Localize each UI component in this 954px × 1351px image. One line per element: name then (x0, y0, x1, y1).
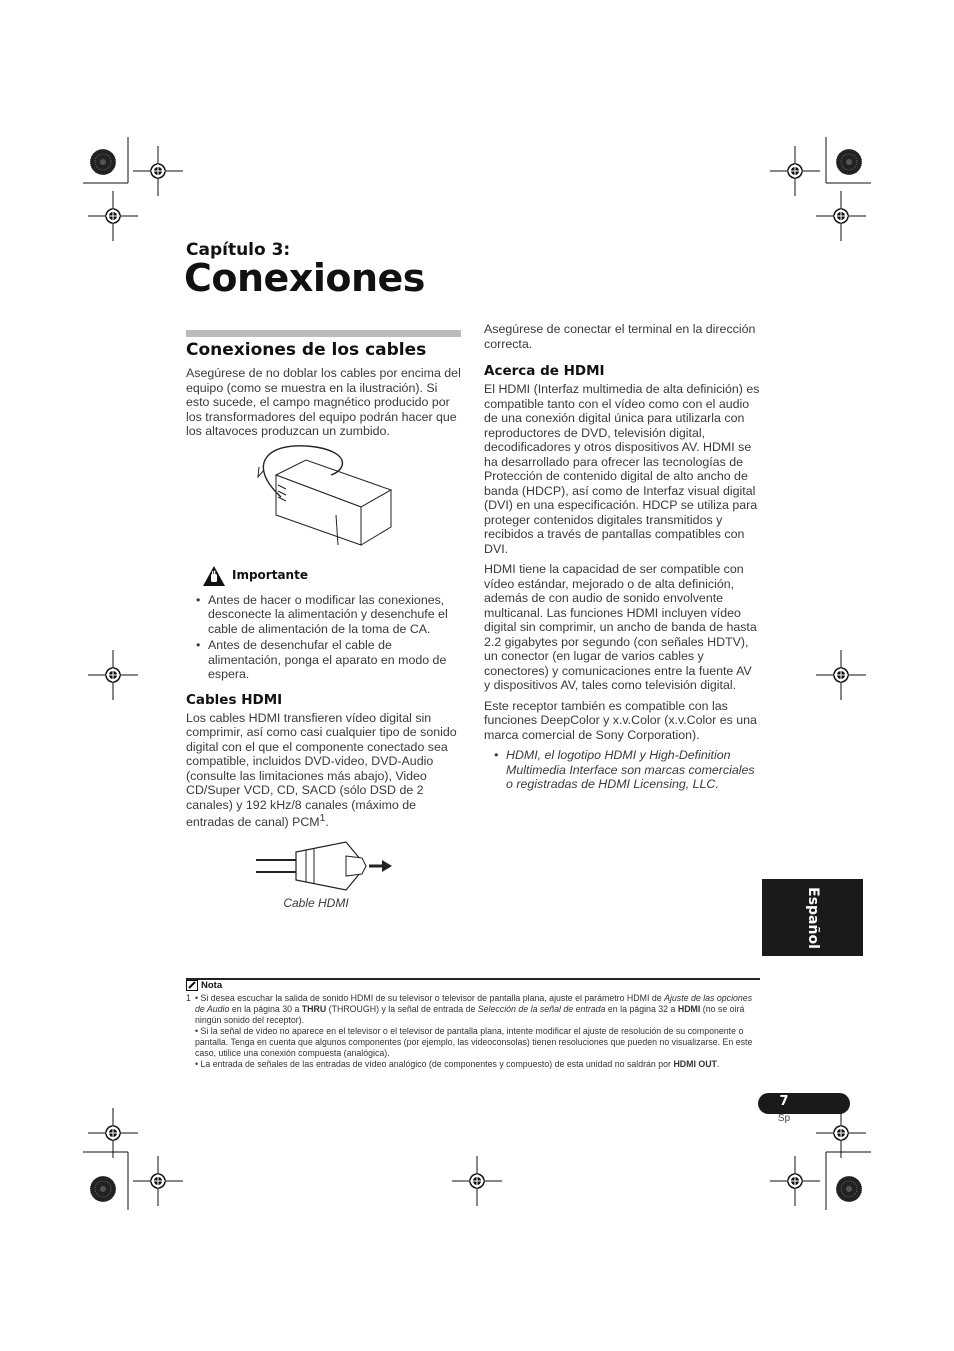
about-paragraph-2: HDMI tiene la capacidad de ser compatible con vídeo estándar, mejorado o de alta definición, además de con audio de sonido envolvente multicanal. Las funciones HDMI incluyen vídeo digital sin comprimir, un ancho de banda de hasta 2.2 gigabytes por segundo (con señales HDTV), un conector (en lugar de varios cables y conectores) y comunicaciones entre la fuente AV y dispositivos AV, tales como televisión digital. (484, 562, 757, 692)
hdmi-cable-illustration (186, 838, 462, 894)
list-item: • HDMI, el logotipo HDMI y High-Definition Multimedia Interface son marcas comerciales o registradas de HDMI Licensing, LLC. (494, 748, 760, 792)
section-divider (186, 330, 461, 337)
page-title: Conexiones (184, 256, 425, 300)
star-mark-top-left (90, 149, 116, 175)
about-paragraph-3: Este receptor también es compatible con las funciones DeepColor y x.v.Color (x.v.Color es una marca comercial de Sony Corporation). (484, 698, 757, 742)
cable-illustration (186, 445, 462, 555)
footnote-bullet-3: • La entrada de señales de las entradas de vídeo analógico (de componentes y compuesto) de esta unidad no saldrán por HDMI OUT. (195, 1059, 720, 1069)
right-column (484, 322, 760, 794)
note-label: Nota (201, 980, 223, 991)
warning-hand-icon (202, 565, 226, 587)
connect-note: Asegúrese de conectar el terminal en la dirección correcta. (484, 322, 756, 351)
figure-caption: Cable HDMI (283, 895, 349, 910)
note-block (186, 980, 760, 1070)
crosshair-mark (88, 1108, 138, 1158)
section-title: Conexiones de los cables (186, 340, 427, 360)
crosshair-mark (452, 1156, 502, 1206)
crosshair-mark (88, 191, 138, 241)
important-heading (202, 565, 462, 587)
language-tab (762, 879, 863, 956)
crosshair-mark (770, 146, 820, 196)
cables-text-end: . (325, 815, 329, 830)
crosshair-mark (770, 1156, 820, 1206)
about-paragraph-1: El HDMI (Interfaz multimedia de alta definición) es compatible tanto con el vídeo como con el audio de una conexión digital única para utilizarla con reproductores de DVD, televisión digital, decodificadores y otros dispositivos AV. HDMI se ha desarrollado para ofrecer las tecnologías de Protección de contenido digital de alto ancho de banda (HDCP), así como de Interfaz visual digital (DVI) en una especificación. HDCP se utiliza para proteger contenidos digitales transmitidos y recibidos a través de pantallas compatibles con DVI. (484, 382, 760, 556)
footnote-ref: 1 (319, 813, 326, 824)
footnote-bullet-1: • Si desea escuchar la salida de sonido HDMI de su televisor o televisor de pantalla plana, ajuste el parámetro HDMI de Ajuste de las opciones de Audio en la página 30 a THRU (THROUGH) y la señal de entrada de Selección de la señal de entrada en la página 32 a HDMI (no se oirá ningún sonido del receptor). (195, 993, 753, 1025)
note-pencil-icon (186, 980, 198, 991)
cables-hdmi-heading: Cables HDMI (186, 691, 283, 708)
crosshair-mark (133, 1156, 183, 1206)
crosshair-mark (816, 1108, 866, 1158)
note-heading (186, 980, 760, 991)
crosshair-mark (816, 191, 866, 241)
list-item: • Antes de hacer o modificar las conexiones, desconecte la alimentación y desenchufe el cable de alimentación de la toma de CA. (196, 593, 462, 637)
left-column (186, 340, 462, 910)
footnote (186, 993, 760, 1070)
list-item: • Antes de desenchufar el cable de alimentación, ponga el aparato en modo de espera. (196, 638, 462, 682)
chapter-label: Capítulo 3: (186, 240, 291, 260)
intro-paragraph: Asegúrese de no doblar los cables por encima del equipo (como se muestra en la ilustración). Si esto sucede, el campo magnético producido por los transformadores del equipo podrán hacer que los altavoces produzcan un zumbido. (186, 366, 461, 438)
crosshair-mark (88, 650, 138, 700)
star-mark-bottom-right (836, 1176, 862, 1202)
crosshair-mark (816, 650, 866, 700)
trademark-list (494, 748, 760, 792)
cables-hdmi-paragraph (186, 711, 462, 830)
important-label: Importante (232, 568, 308, 583)
page-number: 7 (779, 1094, 789, 1109)
language-label: Español (804, 886, 821, 949)
star-mark-bottom-left (90, 1176, 116, 1202)
crosshair-mark (133, 146, 183, 196)
important-list (196, 593, 462, 682)
footnote-number: 1 (186, 993, 191, 1003)
footnote-bullet-2: • Si la señal de vídeo no aparece en el televisor o el televisor de pantalla plana, intente modificar el ajuste de resolución de su componente o pantalla. Tenga en cuenta que algunos componentes (por ejemplo, las videoconsolas) tienen resoluciones que pueden no visualizarse. En este caso, utilice una conexión compuesta (analógica). (195, 1026, 753, 1058)
page-language-code: Sp (777, 1113, 791, 1124)
star-mark-top-right (836, 149, 862, 175)
about-hdmi-heading: Acerca de HDMI (484, 363, 605, 379)
cables-text: Los cables HDMI transfieren vídeo digital sin comprimir, así como casi cualquier tipo de sonido digital con el que el componente conectado sea compatible, incluidos DVD-video, DVD-Audio (consulte las limitaciones más abajo), Video CD/Super VCD, CD, SACD (sólo DSD de 2 canales) y 192 kHz/8 canales (máximo de entradas de canal) PCM (186, 710, 457, 830)
